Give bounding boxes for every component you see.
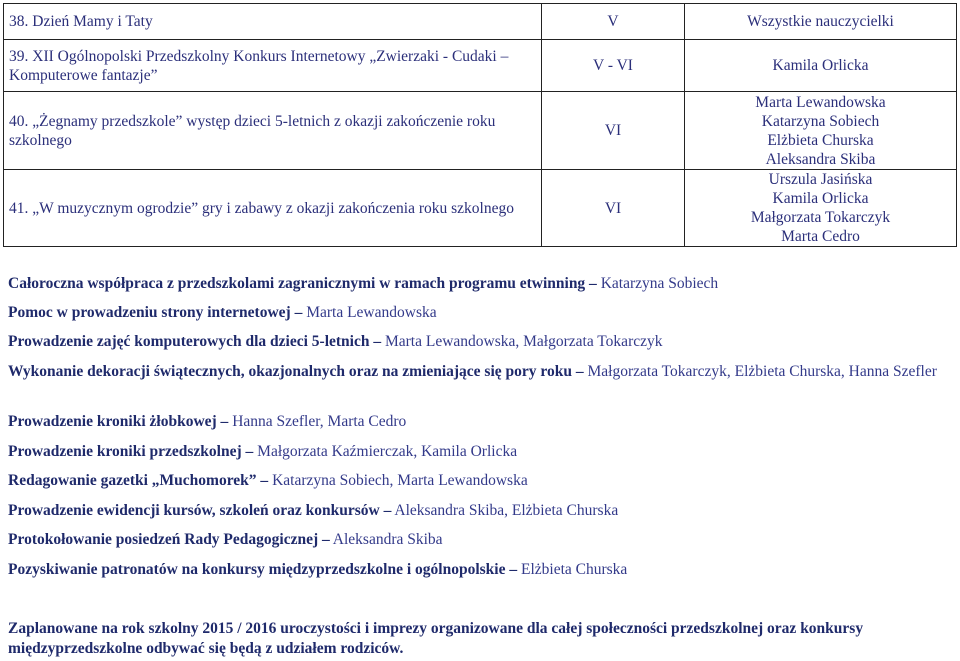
task-people: Aleksandra Skiba, Elżbieta Churska <box>394 502 619 519</box>
task-paragraph <box>8 303 953 323</box>
task-people: Hanna Szefler, Marta Cedro <box>232 413 407 430</box>
responsible-name: Urszula Jasińska <box>768 171 873 188</box>
task-paragraph <box>8 362 953 382</box>
footer-note: Zaplanowane na rok szkolny 2015 / 2016 uroczystości i imprezy organizowane dla całej społeczności przedszkolnej oraz konkursy międzyprzedszkolne odbywać się będą z udziałem rodziców. <box>8 620 864 657</box>
group-cell: V - VI <box>542 40 685 92</box>
table-row <box>4 170 957 247</box>
task-paragraph <box>8 530 953 550</box>
task-people: Katarzyna Sobiech <box>600 275 719 292</box>
events-table <box>3 3 957 247</box>
task-title: Prowadzenie ewidencji kursów, szkoleń oraz konkursów – <box>8 502 392 519</box>
task-title: Protokołowanie posiedzeń Rady Pedagogicznej – <box>8 531 330 548</box>
responsible-name: Elżbieta Churska <box>767 131 874 149</box>
task-people: Katarzyna Sobiech, Marta Lewandowska <box>272 472 528 489</box>
task-people: Elżbieta Churska <box>521 561 628 578</box>
table-row <box>4 40 957 92</box>
responsible-name: Katarzyna Sobiech <box>761 112 880 130</box>
task-title: Pomoc w prowadzeniu strony internetowej – <box>8 304 303 321</box>
responsible-name: Kamila Orlicka <box>772 190 869 207</box>
task-paragraph <box>8 412 953 432</box>
group-cell: VI <box>542 170 685 247</box>
event-cell: 39. XII Ogólnopolski Przedszkolny Konkurs Internetowy „Zwierzaki - Cudaki – Komputerowe fantazje” <box>4 40 542 92</box>
task-paragraph <box>8 274 953 294</box>
task-people: Małgorzata Kaźmierczak, Kamila Orlicka <box>257 443 518 460</box>
event-cell: 38. Dzień Mamy i Taty <box>4 4 542 40</box>
task-people: Marta Lewandowska <box>306 304 437 321</box>
task-title: Prowadzenie zajęć komputerowych dla dzieci 5-letnich – <box>8 333 382 350</box>
task-paragraph <box>8 471 953 491</box>
event-cell: 41. „W muzycznym ogrodzie” gry i zabawy z okazji zakończenia roku szkolnego <box>4 170 542 247</box>
task-title: Wykonanie dekoracji świątecznych, okazjonalnych oraz na zmieniające się pory roku – <box>8 363 584 380</box>
task-people: Marta Lewandowska, Małgorzata Tokarczyk <box>384 333 663 350</box>
task-title: Całoroczna współpraca z przedszkolami zagranicznymi w ramach programu etwinning – <box>8 275 597 292</box>
task-title: Prowadzenie kroniki żłobkowej – <box>8 413 229 430</box>
task-paragraph <box>8 560 953 580</box>
task-people: Małgorzata Tokarczyk, Elżbieta Churska, Hanna Szefler <box>587 363 937 380</box>
group-cell: V <box>542 4 685 40</box>
responsible-name: Marta Lewandowska <box>755 93 886 111</box>
task-title: Pozyskiwanie patronatów na konkursy międzyprzedszkolne i ogólnopolskie – <box>8 561 518 578</box>
responsible-cell <box>685 40 957 92</box>
group-cell: VI <box>542 92 685 170</box>
responsible-name: Marta Cedro <box>781 228 860 245</box>
responsible-name: Aleksandra Skiba <box>765 150 876 168</box>
responsible-cell <box>685 4 957 40</box>
responsible-name: Małgorzata Tokarczyk <box>750 209 891 226</box>
task-people: Aleksandra Skiba <box>332 531 443 548</box>
responsible-cell <box>685 92 957 170</box>
table-row <box>4 92 957 170</box>
event-cell: 40. „Żegnamy przedszkole” występ dzieci 5-letnich z okazji zakończenie roku szkolnego <box>4 92 542 170</box>
responsible-name: Wszystkie nauczycielki <box>747 13 894 30</box>
task-title: Redagowanie gazetki „Muchomorek” – <box>8 472 269 489</box>
responsible-name: Kamila Orlicka <box>772 57 869 74</box>
responsible-cell <box>685 170 957 247</box>
task-paragraph <box>8 501 953 521</box>
task-paragraph <box>8 442 953 462</box>
table-row <box>4 4 957 40</box>
task-title: Prowadzenie kroniki przedszkolnej – <box>8 443 254 460</box>
task-paragraph <box>8 332 953 352</box>
